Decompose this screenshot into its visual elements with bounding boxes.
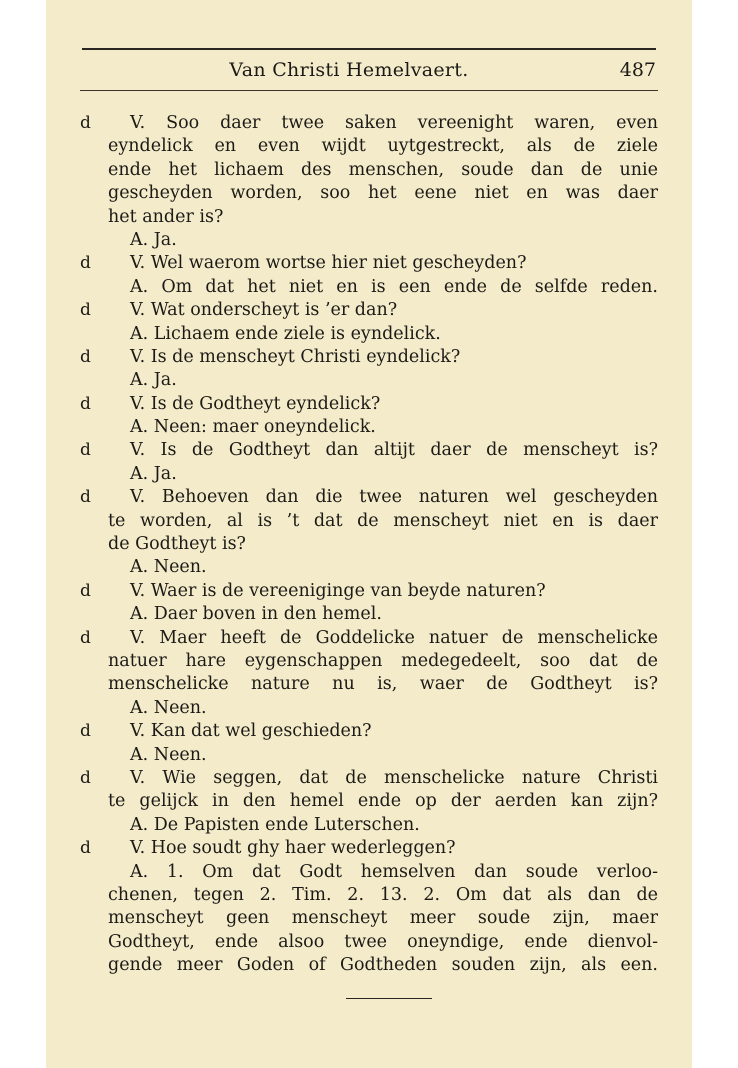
question-text: V. Maer heeft de Goddelicke natuer de menschelicke bbox=[130, 627, 658, 648]
margin-mark: d bbox=[80, 487, 91, 508]
text-line bbox=[0, 206, 738, 229]
margin-mark: d bbox=[80, 300, 91, 321]
question-text: V. Wel waerom wortse hier niet gescheyden? bbox=[130, 253, 527, 274]
continuation-text: te worden, al is ’t dat de menscheyt niet en is daer bbox=[108, 510, 658, 531]
running-header-title: Van Christi Hemelvaert. bbox=[229, 59, 469, 81]
answer-text: A. De Papisten ende Luterschen. bbox=[130, 814, 420, 835]
question-text: V. Wat onderscheyt is ’er dan? bbox=[130, 300, 398, 321]
continuation-text: menschelicke nature nu is, waer de Godtheyt is? bbox=[108, 674, 658, 695]
text-line bbox=[0, 463, 738, 486]
text-line bbox=[0, 814, 738, 837]
text-line bbox=[0, 252, 738, 275]
text-line bbox=[0, 744, 738, 767]
answer-text: A. Ja. bbox=[130, 229, 177, 250]
margin-mark: d bbox=[80, 838, 91, 859]
text-line bbox=[0, 556, 738, 579]
margin-mark: d bbox=[80, 393, 91, 414]
question-text: V. Is de Godtheyt eyndelick? bbox=[130, 393, 381, 414]
text-line bbox=[0, 650, 738, 673]
text-line bbox=[0, 720, 738, 743]
question-text: V. Waer is de vereeniginge van beyde naturen? bbox=[130, 580, 546, 601]
continuation-text: menscheyt geen menscheyt meer soude zijn, maer bbox=[108, 908, 658, 929]
text-line bbox=[0, 767, 738, 790]
text-line bbox=[0, 416, 738, 439]
text-line bbox=[0, 790, 738, 813]
text-line bbox=[0, 837, 738, 860]
continuation-text: het ander is? bbox=[108, 206, 224, 227]
question-text: V. Wie seggen, dat de menschelicke nature Christi bbox=[130, 767, 658, 788]
answer-text: A. Neen: maer oneyndelick. bbox=[130, 417, 376, 438]
text-line bbox=[0, 533, 738, 556]
margin-mark: d bbox=[80, 113, 91, 133]
text-line bbox=[0, 182, 738, 205]
page-number: 487 bbox=[619, 59, 656, 81]
question-text: V. Kan dat wel geschieden? bbox=[130, 721, 372, 742]
answer-text: A. Lichaem ende ziele is eyndelick. bbox=[130, 323, 441, 344]
text-line bbox=[0, 323, 738, 346]
continuation-text: gescheyden worden, soo het eene niet en was daer bbox=[108, 183, 658, 204]
text-line bbox=[0, 907, 738, 930]
text-line bbox=[0, 486, 738, 509]
continuation-text: de Godtheyt is? bbox=[108, 534, 246, 555]
margin-mark: d bbox=[80, 580, 91, 601]
text-line bbox=[0, 112, 738, 135]
question-text: V. Is de Godtheyt dan altijt daer de menscheyt is? bbox=[130, 440, 658, 461]
text-line bbox=[0, 510, 738, 533]
text-line bbox=[0, 861, 738, 884]
margin-mark: d bbox=[80, 346, 91, 367]
margin-mark: d bbox=[80, 627, 91, 648]
continuation-text: gende meer Goden of Godtheden souden zijn, als een. bbox=[108, 955, 658, 976]
text-line bbox=[0, 369, 738, 392]
text-line bbox=[0, 954, 738, 977]
answer-text: A. Ja. bbox=[130, 370, 177, 391]
catechism-text bbox=[0, 112, 738, 977]
continuation-text: Godtheyt, ende alsoo twee oneyndige, ende dienvol- bbox=[108, 931, 658, 952]
answer-text: A. 1. Om dat Godt hemselven dan soude verloo- bbox=[130, 861, 658, 882]
question-text: V. Hoe soudt ghy haer wederleggen? bbox=[130, 838, 456, 859]
text-line bbox=[0, 439, 738, 462]
question-text: V. Is de menscheyt Christi eyndelick? bbox=[130, 346, 461, 367]
text-line bbox=[0, 159, 738, 182]
text-line bbox=[0, 697, 738, 720]
margin-mark: d bbox=[80, 721, 91, 742]
continuation-text: eyndelick en even wijdt uytgestreckt, als de ziele bbox=[108, 136, 658, 157]
answer-text: A. Neen. bbox=[130, 557, 207, 578]
text-line bbox=[0, 603, 738, 626]
text-line bbox=[0, 135, 738, 158]
text-line bbox=[0, 276, 738, 299]
text-line bbox=[0, 884, 738, 907]
continuation-text: ende het lichaem des menschen, soude dan de unie bbox=[108, 159, 658, 180]
text-line bbox=[0, 673, 738, 696]
answer-text: A. Ja. bbox=[130, 463, 177, 484]
margin-mark: d bbox=[80, 767, 91, 788]
text-line bbox=[0, 580, 738, 603]
continuation-text: te gelijck in den hemel ende op der aerden kan zijn? bbox=[108, 791, 658, 812]
answer-text: A. Daer boven in den hemel. bbox=[130, 604, 382, 625]
text-line bbox=[0, 229, 738, 252]
text-line bbox=[0, 299, 738, 322]
margin-mark: d bbox=[80, 440, 91, 461]
text-line bbox=[0, 931, 738, 954]
text-line bbox=[0, 346, 738, 369]
header-top-rule bbox=[82, 48, 656, 50]
header-bottom-rule bbox=[80, 90, 658, 91]
continuation-text: chenen, tegen 2. Tim. 2. 13. 2. Om dat als dan de bbox=[108, 884, 658, 905]
text-line bbox=[0, 627, 738, 650]
continuation-text: natuer hare eygenschappen medegedeelt, soo dat de bbox=[108, 650, 658, 671]
answer-text: A. Neen. bbox=[130, 744, 207, 765]
answer-text: A. Om dat het niet en is een ende de selfde reden. bbox=[130, 276, 658, 297]
text-line bbox=[0, 393, 738, 416]
question-text: V. Behoeven dan die twee naturen wel gescheyden bbox=[130, 487, 658, 508]
question-text: V. Soo daer twee saken vereenight waren, even bbox=[130, 113, 658, 133]
margin-mark: d bbox=[80, 253, 91, 274]
closing-rule bbox=[346, 998, 432, 999]
answer-text: A. Neen. bbox=[130, 697, 207, 718]
